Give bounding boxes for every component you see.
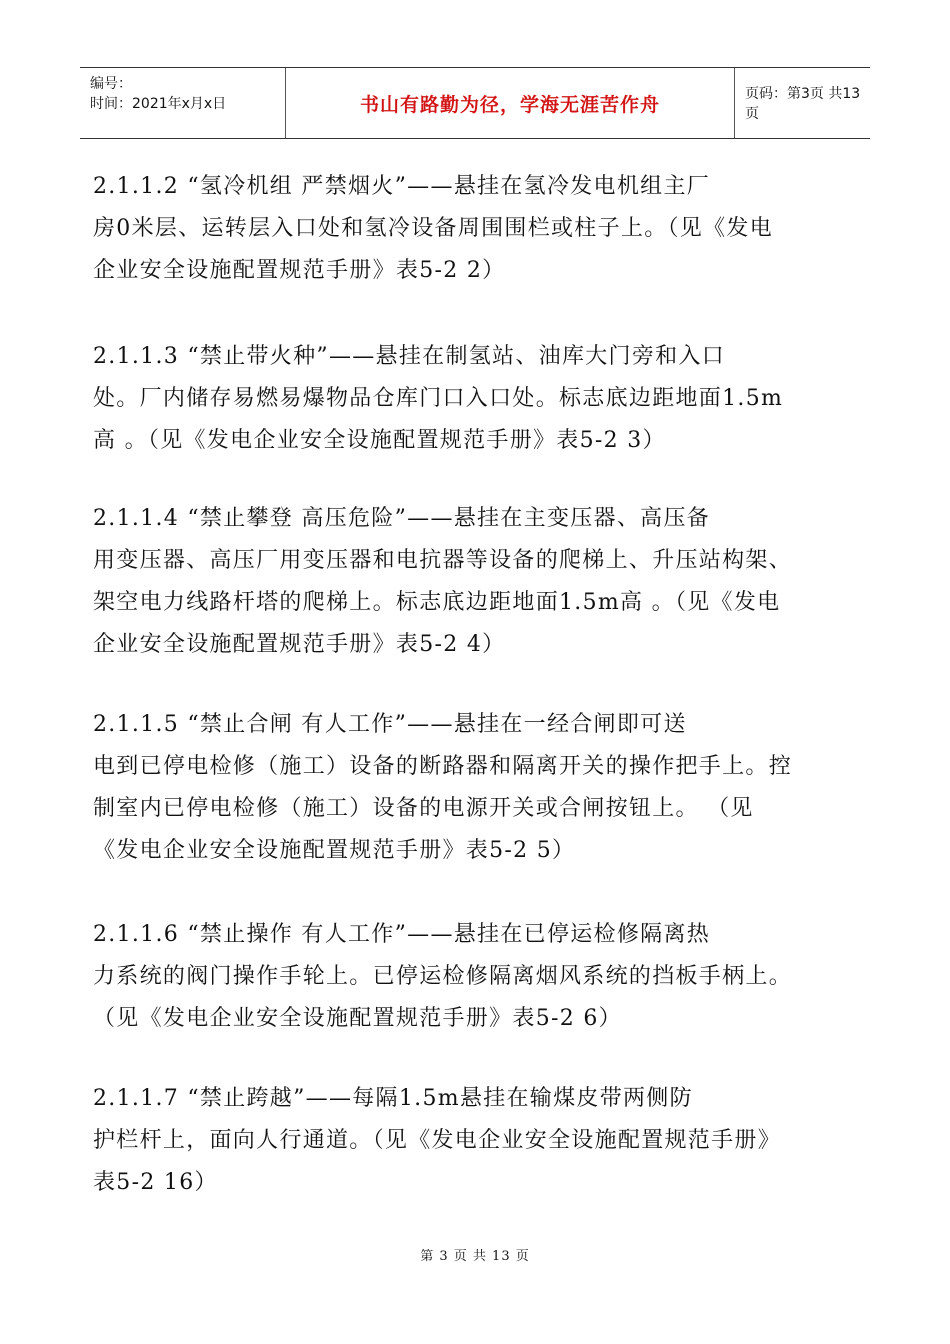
text-line: 企业安全设施配置规范手册》表5-2 4） (93, 632, 506, 657)
clause-2-1-1-4 (93, 498, 863, 666)
header-meta (80, 68, 285, 138)
text-line: 房0米层、运转层入口处和氢冷设备周围围栏或柱子上。（见《发电 (93, 216, 773, 241)
text-line: 电到已停电检修（施工）设备的断路器和隔离开关的操作把手上。控 (93, 754, 793, 779)
text-line: 护栏杆上，面向人行通道。（见《发电企业安全设施配置规范手册》 (93, 1128, 782, 1153)
text-line: 企业安全设施配置规范手册》表5-2 2） (93, 258, 506, 283)
text-line: 高 。（见《发电企业安全设施配置规范手册》表5-2 3） (93, 428, 666, 453)
text-line: 处。厂内储存易燃易爆物品仓库门口入口处。标志底边距地面1.5m (93, 386, 784, 411)
text-line: 2.1.1.6 “禁止操作 有人工作”——悬挂在已停运检修隔离热 (93, 922, 711, 947)
text-line: 制室内已停电检修（施工）设备的电源开关或合闸按钮上。 （见 (93, 796, 754, 821)
text-line: 表5-2 16） (93, 1170, 218, 1195)
text-line: 2.1.1.7 “禁止跨越”——每隔1.5m悬挂在输煤皮带两侧防 (93, 1086, 693, 1111)
header-page-number: 页码：第3页 共13页 (745, 86, 861, 122)
clause-2-1-1-2 (93, 166, 863, 292)
text-line: 2.1.1.2 “氢冷机组 严禁烟火”——悬挂在氢冷发电机组主厂 (93, 174, 711, 199)
clause-2-1-1-3 (93, 336, 863, 462)
text-line: 力系统的阀门操作手轮上。已停运检修隔离烟风系统的挡板手柄上。 (93, 964, 793, 989)
text-line: 2.1.1.4 “禁止攀登 高压危险”——悬挂在主变压器、高压备 (93, 506, 711, 531)
text-line: 2.1.1.5 “禁止合闸 有人工作”——悬挂在一经合闸即可送 (93, 712, 687, 737)
header-motto-cell (285, 68, 735, 138)
page-footer: 第 3 页 共 13 页 (420, 1249, 530, 1264)
text-line: （见《发电企业安全设施配置规范手册》表5-2 6） (93, 1006, 622, 1031)
text-line: 架空电力线路杆塔的爬梯上。标志底边距地面1.5m高 。（见《发电 (93, 590, 781, 615)
document-date: 时间：2021年x月x日 (90, 96, 227, 112)
clause-2-1-1-7 (93, 1078, 863, 1204)
page-header (80, 67, 870, 139)
document-number: 编号： (90, 76, 132, 92)
text-line: 《发电企业安全设施配置规范手册》表5-2 5） (93, 838, 576, 863)
clause-2-1-1-5 (93, 704, 863, 872)
text-line: 用变压器、高压厂用变压器和电抗器等设备的爬梯上、升压站构架、 (93, 548, 793, 573)
text-line: 2.1.1.3 “禁止带火种”——悬挂在制氢站、油库大门旁和入口 (93, 344, 726, 369)
clause-2-1-1-6 (93, 914, 863, 1040)
header-motto: 书山有路勤为径，学海无涯苦作舟 (359, 93, 660, 116)
